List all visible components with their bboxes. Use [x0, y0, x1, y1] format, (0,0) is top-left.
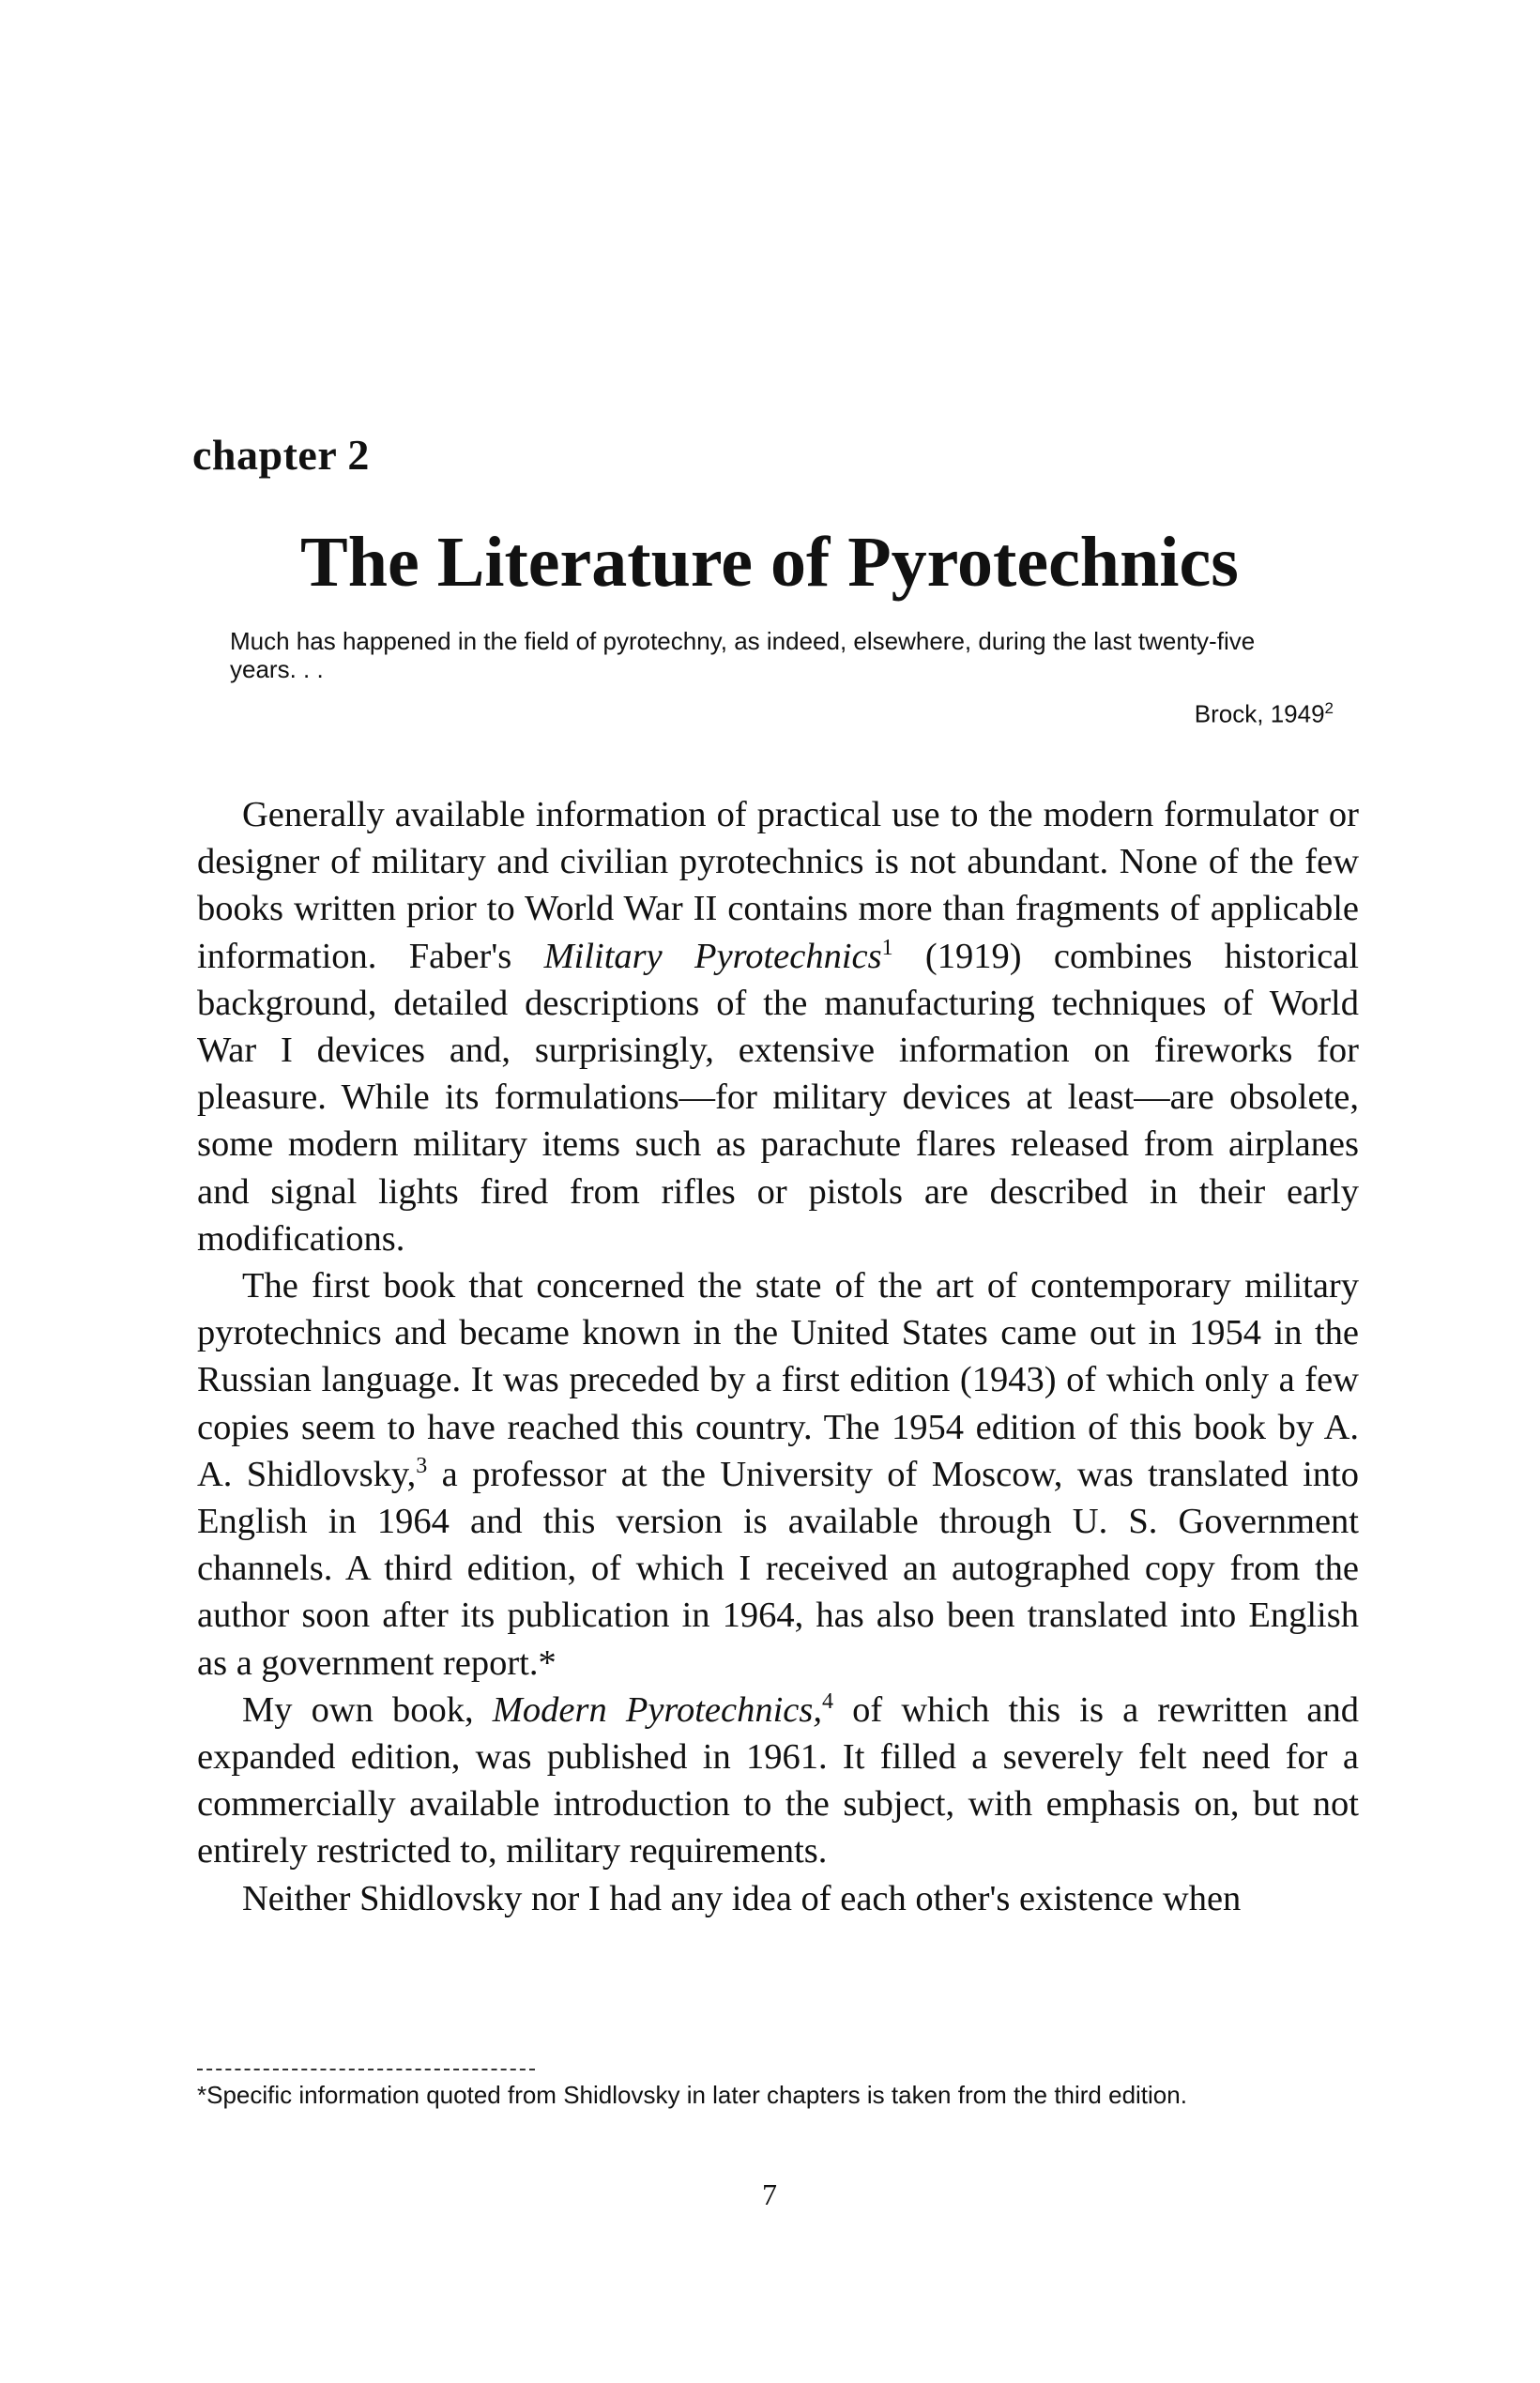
book-title-military-pyrotechnics: Military Pyrotechnics — [543, 936, 882, 976]
epigraph-quote: Much has happened in the field of pyrotechny, as indeed, elsewhere, during the last twenty-five years. . . — [230, 627, 1256, 683]
paragraph-4 — [197, 1875, 1359, 1922]
reference-mark-4: 4 — [822, 1689, 833, 1715]
chapter-title: The Literature of Pyrotechnics — [300, 523, 1239, 602]
reference-mark-3: 3 — [416, 1454, 428, 1479]
footnote: *Specific information quoted from Shidlovsky in later chapters is taken from the third edition. — [197, 2081, 1187, 2109]
reference-mark-1: 1 — [881, 935, 893, 960]
paragraph-2-text-a: The first book that concerned the state of the art of contemporary military pyrotechnics and became known in the United States came out in 1954 in the Russian language. It was preceded by a first edition (1943) of which only a few copies seem to have reached this country. The 1954 edition of this book by A. A. Shidlovsky, — [197, 1266, 1359, 1494]
paragraph-3-text-b: of which this is a rewritten and expanded edition, was published in 1961. It filled a severely felt need for a commercially available introduction to the subject, with emphasis on, but not entirely restricted to, military requirements. — [197, 1689, 1359, 1871]
paragraph-1 — [197, 791, 1359, 1262]
book-title-modern-pyrotechnics: Modern Pyrotechnics, — [492, 1689, 822, 1730]
paragraph-2 — [197, 1262, 1359, 1687]
epigraph-attribution-text: Brock, 1949 — [1194, 699, 1325, 728]
paragraph-2-text-b: a professor at the University of Moscow, was translated into English in 1964 and this version is available through U. S. Government channels. A third edition, of which I received an autographed copy from the author soon after its publication in 1964, has also been translated into English as a government report.* — [197, 1454, 1360, 1683]
paragraph-3-text-a: My own book, — [242, 1689, 493, 1730]
epigraph-reference-mark: 2 — [1324, 699, 1334, 717]
body-text — [197, 791, 1359, 1922]
footnote-separator — [197, 2069, 535, 2070]
page-number: 7 — [762, 2177, 777, 2211]
paragraph-4-text-a: Neither Shidlovsky nor I had any idea of each other's existence when — [242, 1878, 1242, 1918]
epigraph-attribution — [1195, 699, 1334, 729]
chapter-label: chapter 2 — [192, 431, 370, 479]
paragraph-3 — [197, 1687, 1359, 1875]
paragraph-1-text-b: (1919) combines historical background, detailed descriptions of the manufacturing techniques of World War I devices and, surprisingly, extensive information on fireworks for pleasure. While its formulations—for military devices at least—are obsolete, some modern military items such as parachute flares released from airplanes and signal lights fired from rifles or pistols are described in their early modifications. — [197, 936, 1359, 1259]
paragraph-1-text-a: Generally available information of practical use to the modern formulator or designer of military and civilian pyrotechnics is not abundant. None of the few books written prior to World War II contains more than fragments of applicable information. Faber's — [197, 795, 1359, 976]
